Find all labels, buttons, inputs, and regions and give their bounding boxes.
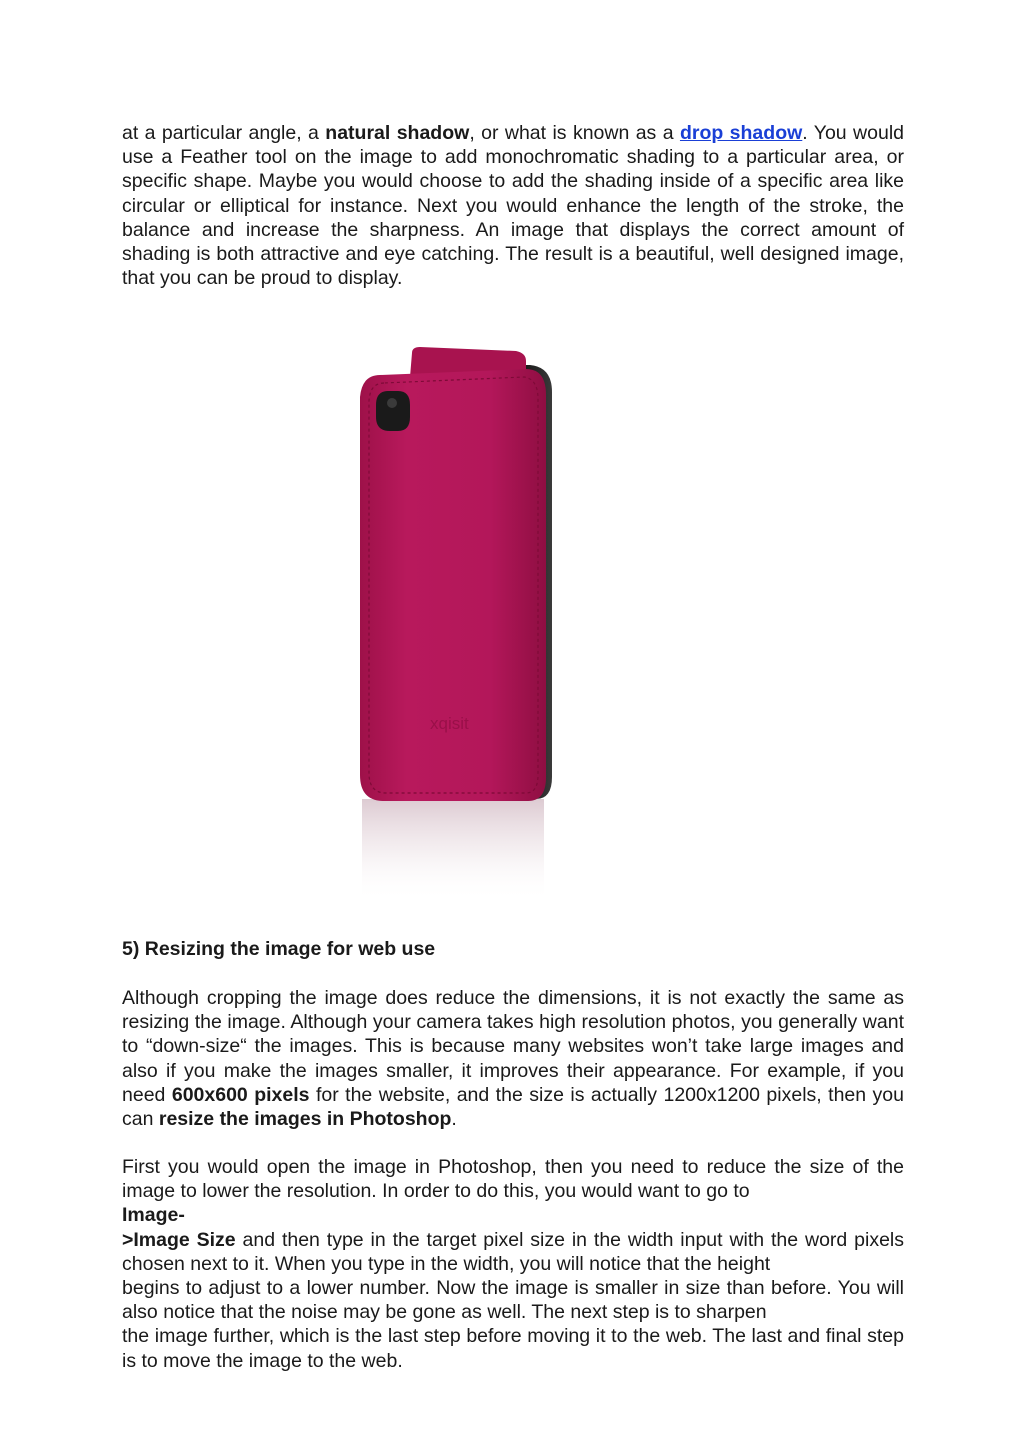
camera-lens [387,398,397,408]
bold-image-size: >Image Size [122,1228,236,1251]
bold-resize-photoshop: resize the images in Photoshop [158,1108,452,1131]
paragraph-steps [122,1155,904,1373]
paragraph-1 [122,121,904,290]
paragraph-3-line-5 [122,1324,904,1372]
paragraph-3-line-4 [122,1276,904,1324]
phone-case-image [340,347,570,907]
brand-emboss: xqisit [430,714,469,733]
paragraph-3-line-2 [122,1203,904,1227]
paragraph-3-line-1 [122,1155,904,1203]
paragraph-shadow [122,121,904,290]
bold-image-menu: Image- [122,1204,185,1227]
text-run: . [451,1108,457,1131]
bold-natural-shadow: natural shadow [325,122,470,144]
case-front [360,369,546,801]
text-run: at a particular angle, a [122,122,326,144]
text-run: begins to adjust to a lower number. Now the image is smaller in size than before. You will also notice that the noise may be gone as well. The next step is to sharpen [122,1277,904,1324]
drop-shadow-link[interactable]: drop shadow [679,122,803,144]
text-run: the image further, which is the last step before moving it to the web. The last and final step is to move the image to the web. [122,1325,904,1372]
text-run: . You would use a Feather tool on the image to add monochromatic shading to a particular area, or specific shape. Maybe you would choose to add the shading inside of a specific area like circular or elliptical for instance. Next you would enhance the length of the stroke, the balance and increase the sharpness. An image that displays the correct amount of shading is both attractive and eye catching. The result is a beautiful, well designed image, that you can be proud to display. [122,122,905,290]
text-run: Although cropping the image does reduce the dimensions, it is not exactly the same as resizing the image. Although your camera takes high resolution photos, you generally want to “down-size“ the images. This is because many websites won’t take large images and also if you make the images smaller, it improves their appearance. For example, if you need [122,987,904,1106]
reflection [362,799,544,902]
text-run: First you would open the image in Photoshop, then you need to reduce the size of the image to lower the resolution. In order to do this, you would want to go to [122,1156,904,1203]
bold-600x600: 600x600 pixels [171,1083,310,1106]
text-run: and then type in the target pixel size in the width input with the word pixels chosen next to it. When you type in the width, you will notice that the height [122,1228,904,1275]
paragraph-resize [122,986,904,1131]
text-run: , or what is known as a [469,122,680,144]
phone-case-illustration [340,347,570,907]
text-run: for the website, and the size is actually 1200x1200 pixels, then you can [122,1083,904,1131]
camera-hole [376,391,410,431]
paragraph-2 [122,986,904,1131]
section-heading: 5) Resizing the image for web use [122,938,436,960]
paragraph-3-line-3 [122,1228,904,1276]
